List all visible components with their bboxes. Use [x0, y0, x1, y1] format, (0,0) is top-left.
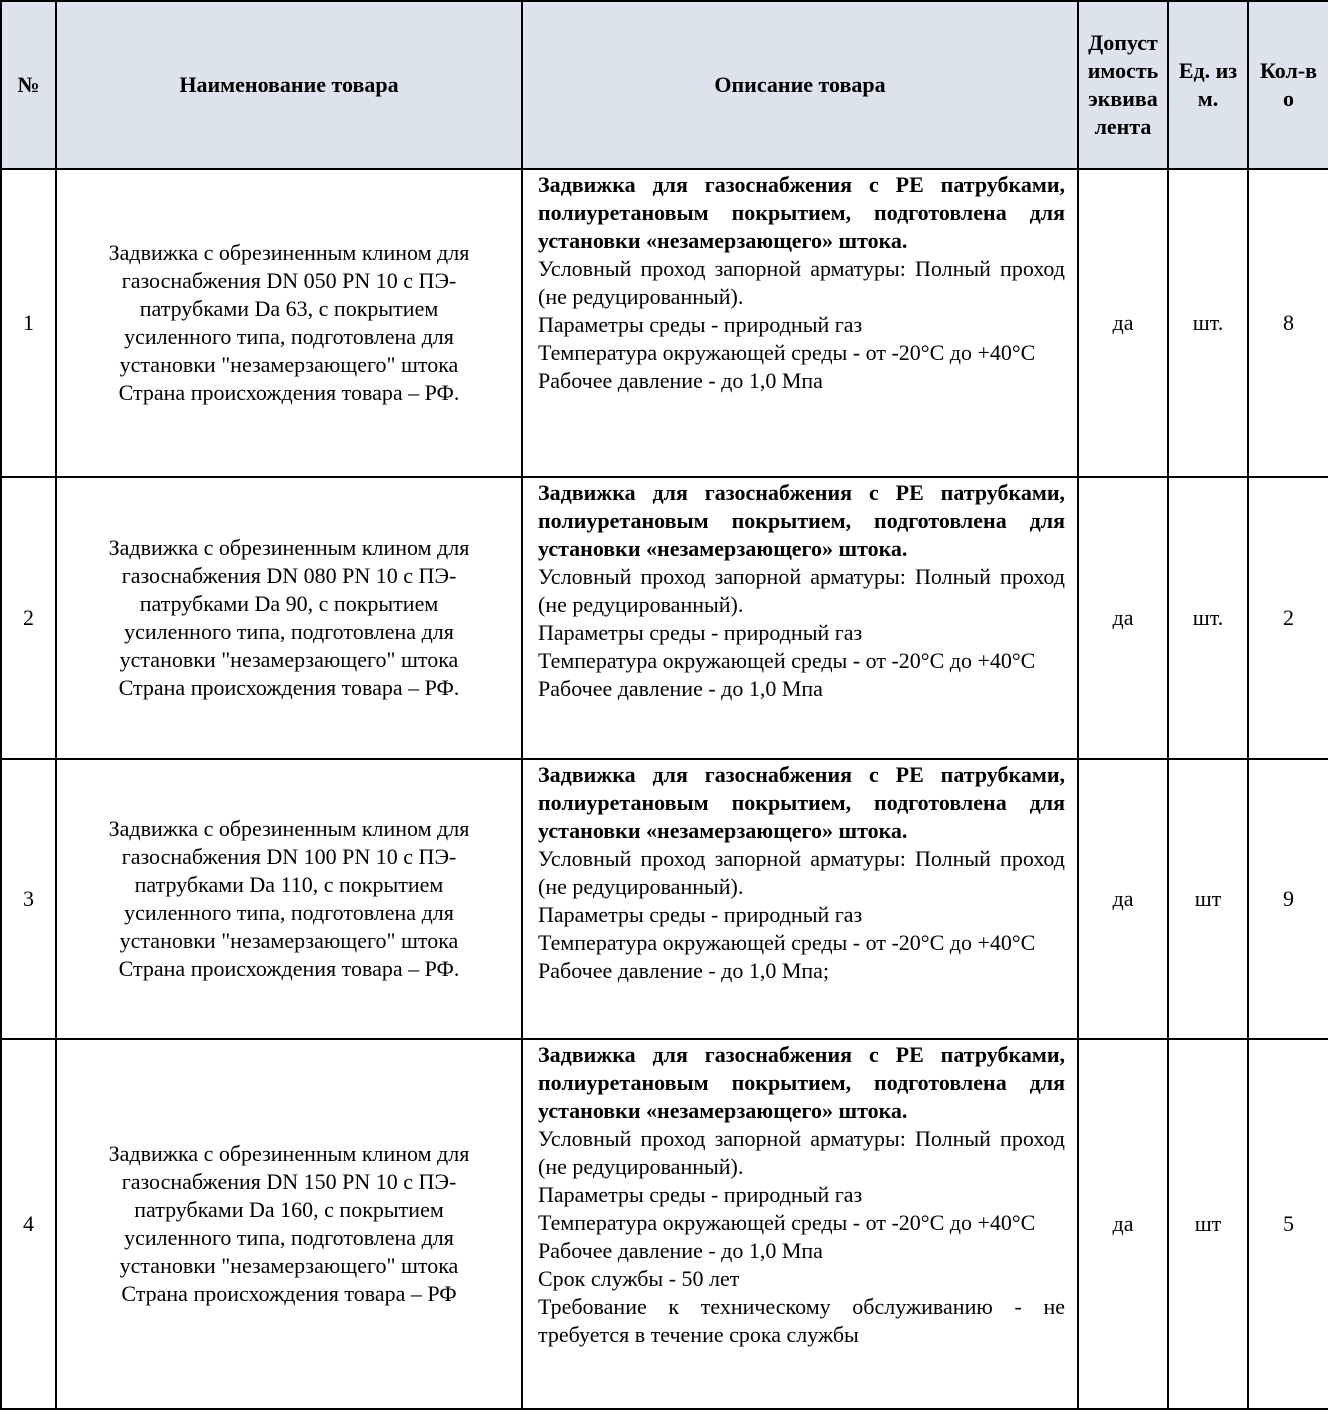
- description-line: Температура окружающей среды - от -20°C до +40°C: [538, 340, 1036, 365]
- unit-of-measure: шт.: [1168, 169, 1248, 477]
- header-equivalent: Допустимость эквивалента: [1078, 1, 1168, 169]
- description-line: Требование к техническому обслуживанию - не требуется в течение срока службы: [538, 1294, 1065, 1347]
- product-name-line: патрубками Da 160, с покрытием: [134, 1197, 444, 1222]
- description-line: Рабочее давление - до 1,0 Мпа: [538, 368, 823, 393]
- product-description: [522, 169, 1078, 477]
- description-title: Задвижка для газоснабжения с РЕ патрубками, полиуретановым покрытием, подготовлена для установки «незамерзающего» штока.: [538, 762, 1065, 843]
- equivalent-allowed: да: [1078, 759, 1168, 1039]
- description-line: Температура окружающей среды - от -20°C до +40°C: [538, 1210, 1036, 1235]
- equivalent-allowed: да: [1078, 1039, 1168, 1409]
- quantity: 5: [1248, 1039, 1328, 1409]
- product-name-line: усиленного типа, подготовлена для: [124, 900, 454, 925]
- description-line: Параметры среды - природный газ: [538, 620, 863, 645]
- product-description: [522, 1039, 1078, 1409]
- header-description: Описание товара: [522, 1, 1078, 169]
- product-name: [56, 477, 522, 759]
- description-line: Рабочее давление - до 1,0 Мпа: [538, 676, 823, 701]
- product-name-line: установки "незамерзающего" штока: [119, 647, 459, 672]
- unit-of-measure: шт.: [1168, 477, 1248, 759]
- product-name-line: Задвижка с обрезиненным клином для: [108, 1141, 470, 1166]
- description-line: Рабочее давление - до 1,0 Мпа: [538, 1238, 823, 1263]
- product-name-line: Страна происхождения товара – РФ.: [118, 380, 460, 405]
- description-line: Температура окружающей среды - от -20°C до +40°C: [538, 648, 1036, 673]
- product-name-line: газоснабжения DN 050 PN 10 с ПЭ-: [121, 268, 457, 293]
- header-number: №: [1, 1, 56, 169]
- product-name-line: Страна происхождения товара – РФ: [121, 1281, 457, 1306]
- product-name-line: установки "незамерзающего" штока: [119, 1253, 459, 1278]
- unit-of-measure: шт: [1168, 759, 1248, 1039]
- equivalent-allowed: да: [1078, 169, 1168, 477]
- product-name-line: Задвижка с обрезиненным клином для: [108, 535, 470, 560]
- equivalent-allowed: да: [1078, 477, 1168, 759]
- description-line: Условный проход запорной арматуры: Полный проход (не редуцированный).: [538, 1126, 1065, 1179]
- description-title: Задвижка для газоснабжения с РЕ патрубками, полиуретановым покрытием, подготовлена для установки «незамерзающего» штока.: [538, 172, 1065, 253]
- product-name-line: усиленного типа, подготовлена для: [124, 619, 454, 644]
- description-line: Температура окружающей среды - от -20°C до +40°C: [538, 930, 1036, 955]
- description-line: Условный проход запорной арматуры: Полный проход (не редуцированный).: [538, 256, 1065, 309]
- product-name-line: установки "незамерзающего" штока: [119, 352, 459, 377]
- product-description: [522, 477, 1078, 759]
- product-name-line: газоснабжения DN 080 PN 10 с ПЭ-: [121, 563, 457, 588]
- description-title: Задвижка для газоснабжения с РЕ патрубками, полиуретановым покрытием, подготовлена для установки «незамерзающего» штока.: [538, 1042, 1065, 1123]
- header-name: Наименование товара: [56, 1, 522, 169]
- header-unit: Ед. изм.: [1168, 1, 1248, 169]
- description-line: Условный проход запорной арматуры: Полный проход (не редуцированный).: [538, 846, 1065, 899]
- table-row: [1, 477, 1328, 759]
- product-name: [56, 169, 522, 477]
- unit-of-measure: шт: [1168, 1039, 1248, 1409]
- product-name-line: газоснабжения DN 150 PN 10 с ПЭ-: [121, 1169, 457, 1194]
- product-description: [522, 759, 1078, 1039]
- product-name: [56, 1039, 522, 1409]
- product-name-line: патрубками Da 110, с покрытием: [134, 872, 444, 897]
- description-line: Параметры среды - природный газ: [538, 1182, 863, 1207]
- quantity: 2: [1248, 477, 1328, 759]
- quantity: 9: [1248, 759, 1328, 1039]
- product-name-line: патрубками Da 90, с покрытием: [139, 591, 439, 616]
- product-name-line: Задвижка с обрезиненным клином для: [108, 240, 470, 265]
- table-header-row: [1, 1, 1328, 169]
- product-name-line: усиленного типа, подготовлена для: [124, 324, 454, 349]
- description-line: Условный проход запорной арматуры: Полный проход (не редуцированный).: [538, 564, 1065, 617]
- product-name-line: усиленного типа, подготовлена для: [124, 1225, 454, 1250]
- table-row: [1, 1039, 1328, 1409]
- description-line: Параметры среды - природный газ: [538, 312, 863, 337]
- table-row: [1, 169, 1328, 477]
- description-line: Параметры среды - природный газ: [538, 902, 863, 927]
- product-name-line: Задвижка с обрезиненным клином для: [108, 816, 470, 841]
- row-number: 1: [1, 169, 56, 477]
- product-name-line: установки "незамерзающего" штока: [119, 928, 459, 953]
- description-title: Задвижка для газоснабжения с РЕ патрубками, полиуретановым покрытием, подготовлена для установки «незамерзающего» штока.: [538, 480, 1065, 561]
- table-row: [1, 759, 1328, 1039]
- product-name-line: газоснабжения DN 100 PN 10 с ПЭ-: [121, 844, 457, 869]
- product-name: [56, 759, 522, 1039]
- product-name-line: патрубками Da 63, с покрытием: [139, 296, 439, 321]
- quantity: 8: [1248, 169, 1328, 477]
- header-quantity: Кол-во: [1248, 1, 1328, 169]
- row-number: 3: [1, 759, 56, 1039]
- row-number: 2: [1, 477, 56, 759]
- product-name-line: Страна происхождения товара – РФ.: [118, 675, 460, 700]
- row-number: 4: [1, 1039, 56, 1409]
- description-line: Рабочее давление - до 1,0 Мпа;: [538, 958, 830, 983]
- description-line: Срок службы - 50 лет: [538, 1266, 740, 1291]
- product-name-line: Страна происхождения товара – РФ.: [118, 956, 460, 981]
